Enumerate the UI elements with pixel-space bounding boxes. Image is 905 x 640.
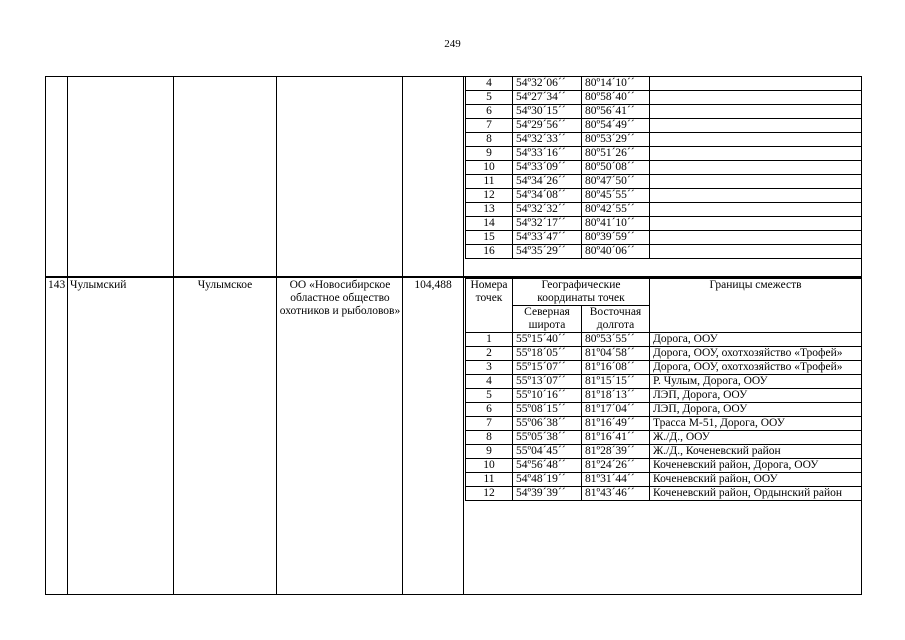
longitude-cell: 80º40´06´´ [582,245,650,259]
page-number: 249 [444,38,461,50]
latitude-cell: 54º32´17´´ [513,217,582,231]
col-line [173,76,174,595]
points-header: Номера точек [466,279,513,333]
point-number: 8 [466,133,513,147]
coords-table [465,278,862,501]
point-number: 10 [466,161,513,175]
table-row [466,189,862,203]
latitude-cell: 54º32´33´´ [513,133,582,147]
longitude-cell: 81º16´41´´ [582,431,650,445]
longitude-cell: 81º17´04´´ [582,403,650,417]
table-row [466,333,862,347]
latitude-cell: 55º05´38´´ [513,431,582,445]
longitude-cell: 80º56´41´´ [582,105,650,119]
border-cell: Р. Чулым, Дорога, ООУ [650,375,862,389]
longitude-cell: 81º16´49´´ [582,417,650,431]
border-cell: Ж./Д., ООУ [650,431,862,445]
longitude-cell: 80º54´49´´ [582,119,650,133]
border-cell [650,217,862,231]
latitude-cell: 55º04´45´´ [513,445,582,459]
point-number: 12 [466,189,513,203]
table-row [466,231,862,245]
longitude-cell: 81º16´08´´ [582,361,650,375]
point-number: 4 [466,77,513,91]
point-number: 4 [466,375,513,389]
table-row [466,487,862,501]
latitude-cell: 54º34´26´´ [513,175,582,189]
border-cell [650,203,862,217]
longitude-cell: 80º50´08´´ [582,161,650,175]
border-cell: Ж./Д., Коченевский район [650,445,862,459]
longitude-cell: 81º15´15´´ [582,375,650,389]
border-cell: ЛЭП, Дорога, ООУ [650,403,862,417]
table-row [466,91,862,105]
point-number: 3 [466,361,513,375]
point-number: 11 [466,473,513,487]
table-row [466,375,862,389]
border-cell: Коченевский район, ООУ [650,473,862,487]
table-row [466,459,862,473]
col-line [463,76,464,595]
longitude-cell: 81º18´13´´ [582,389,650,403]
border-cell: Коченевский район, Дорога, ООУ [650,459,862,473]
table-row [466,245,862,259]
border-cell [650,91,862,105]
border-cell [650,77,862,91]
table-row [466,175,862,189]
longitude-cell: 81º24´26´´ [582,459,650,473]
latitude-cell: 54º56´48´´ [513,459,582,473]
table-row [466,119,862,133]
point-number: 11 [466,175,513,189]
table-row [466,217,862,231]
table-row [466,473,862,487]
point-number: 1 [466,333,513,347]
border-cell [650,245,862,259]
table-row [466,203,862,217]
table-row [466,133,862,147]
border-cell [650,147,862,161]
point-number: 5 [466,389,513,403]
table-row [466,389,862,403]
border-cell: Дорога, ООУ, охотхозяйство «Трофей» [650,347,862,361]
longitude-cell: 80º53´55´´ [582,333,650,347]
point-number: 5 [466,91,513,105]
latitude-cell: 55º08´15´´ [513,403,582,417]
point-number: 9 [466,445,513,459]
longitude-cell: 80º45´55´´ [582,189,650,203]
point-number: 13 [466,203,513,217]
longitude-cell: 80º41´10´´ [582,217,650,231]
point-number: 6 [466,403,513,417]
point-number: 10 [466,459,513,473]
entry-number: 143 [48,279,66,291]
col-line [276,76,277,595]
coords-table-continued [465,76,862,259]
table-row [466,105,862,119]
table-row [466,361,862,375]
longitude-cell: 80º42´55´´ [582,203,650,217]
entry-area: Чулымское [197,279,253,291]
table-row [466,347,862,361]
longitude-cell: 80º14´10´´ [582,77,650,91]
longitude-cell: 80º51´26´´ [582,147,650,161]
border-cell: Трасса М-51, Дорога, ООУ [650,417,862,431]
latitude-cell: 54º33´09´´ [513,161,582,175]
latitude-cell: 54º33´16´´ [513,147,582,161]
border-cell [650,231,862,245]
border-cell: ЛЭП, Дорога, ООУ [650,389,862,403]
latitude-cell: 54º30´15´´ [513,105,582,119]
entry-user: ОО «Новосибирское областное общество охотников и рыболовов» [279,279,401,317]
latitude-cell: 54º39´39´´ [513,487,582,501]
table-bottom-border [45,594,862,595]
point-number: 15 [466,231,513,245]
latitude-cell: 54º35´29´´ [513,245,582,259]
east-header: Восточная долгота [582,306,650,333]
col-line [402,76,403,595]
longitude-cell: 80º53´29´´ [582,133,650,147]
border-cell: Дорога, ООУ, охотхозяйство «Трофей» [650,361,862,375]
border-cell [650,105,862,119]
table-row [466,161,862,175]
table-row [466,445,862,459]
col-line [67,76,68,595]
latitude-cell: 54º27´34´´ [513,91,582,105]
latitude-cell: 55º10´16´´ [513,389,582,403]
border-cell [650,119,862,133]
point-number: 7 [466,119,513,133]
borders-header: Границы смежеств [650,279,862,333]
border-cell: Дорога, ООУ [650,333,862,347]
table-row [466,417,862,431]
border-cell: Коченевский район, Ордынский район [650,487,862,501]
longitude-cell: 80º47´50´´ [582,175,650,189]
longitude-cell: 80º58´40´´ [582,91,650,105]
entry-district: Чулымский [70,279,127,291]
border-cell [650,189,862,203]
point-number: 16 [466,245,513,259]
entry-size: 104,488 [414,279,452,291]
north-header: Северная широта [513,306,582,333]
point-number: 7 [466,417,513,431]
table-row [466,77,862,91]
longitude-cell: 81º04´58´´ [582,347,650,361]
longitude-cell: 80º39´59´´ [582,231,650,245]
latitude-cell: 55º06´38´´ [513,417,582,431]
point-number: 2 [466,347,513,361]
latitude-cell: 55º13´07´´ [513,375,582,389]
latitude-cell: 55º18´05´´ [513,347,582,361]
latitude-cell: 54º32´06´´ [513,77,582,91]
col-line [45,76,46,595]
latitude-cell: 54º33´47´´ [513,231,582,245]
table-row [466,403,862,417]
longitude-cell: 81º28´39´´ [582,445,650,459]
longitude-cell: 81º31´44´´ [582,473,650,487]
point-number: 8 [466,431,513,445]
point-number: 14 [466,217,513,231]
point-number: 6 [466,105,513,119]
document-table [45,76,862,595]
table-row [466,431,862,445]
border-cell [650,175,862,189]
table-row [466,147,862,161]
latitude-cell: 55º15´40´´ [513,333,582,347]
longitude-cell: 81º43´46´´ [582,487,650,501]
latitude-cell: 54º32´32´´ [513,203,582,217]
point-number: 9 [466,147,513,161]
latitude-cell: 54º29´56´´ [513,119,582,133]
border-cell [650,161,862,175]
latitude-cell: 54º34´08´´ [513,189,582,203]
latitude-cell: 54º48´19´´ [513,473,582,487]
geo-header: Географические координаты точек [513,279,650,306]
point-number: 12 [466,487,513,501]
border-cell [650,133,862,147]
latitude-cell: 55º15´07´´ [513,361,582,375]
